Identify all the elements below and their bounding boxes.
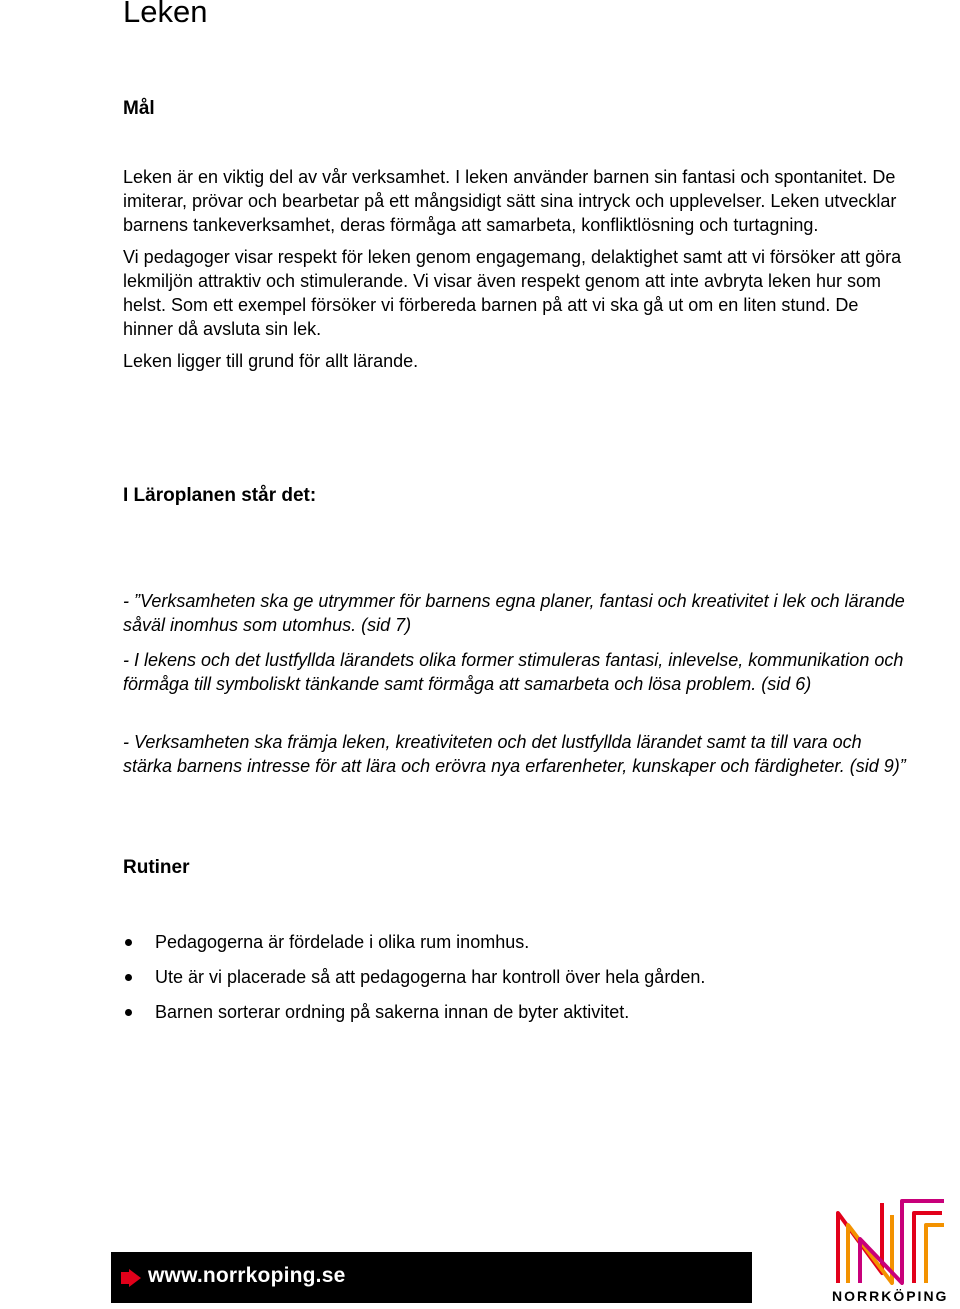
list-item-text: Pedagogerna är fördelade i olika rum inomhus. (155, 932, 530, 952)
list-item (123, 965, 913, 1000)
section-heading-rutiner: Rutiner (123, 857, 190, 878)
list-item-text: Ute är vi placerade så att pedagogerna har kontroll över hela gården. (155, 967, 706, 987)
footer-url-link[interactable]: www.norrkoping.se (148, 1264, 346, 1287)
section-heading-laroplan: I Läroplanen står det: (123, 485, 317, 506)
list-item (123, 930, 913, 965)
laroplan-quote-3: - Verksamheten ska främja leken, kreativiteten och det lustfyllda lärandet samt ta till vara och stärka barnens intresse för att lära och erövra nya erfarenheter, kunskaper och färdigheter. (sid 9)” (123, 732, 906, 776)
norrkoping-logo-icon (830, 1195, 950, 1285)
section-heading-mal: Mål (123, 98, 155, 119)
footer-bar (111, 1252, 752, 1303)
bullet-icon (125, 1009, 132, 1016)
list-item-text: Barnen sorterar ordning på sakerna innan de byter aktivitet. (155, 1002, 630, 1022)
mal-paragraph-1: Leken är en viktig del av vår verksamhet. I leken använder barnen sin fantasi och spontanitet. De imiterar, prövar och bearbetar på ett mångsidigt sätt sina intryck och upplevelser. Leken utvecklar barnens tankeverksamhet, deras förmåga att samarbeta, konfliktlösning och turtagning. (123, 167, 897, 235)
laroplan-quote-1: - ”Verksamheten ska ge utrymmer för barnens egna planer, fantasi och kreativitet i lek och lärande såväl inomhus som utomhus. (sid 7) (123, 591, 905, 635)
mal-paragraph-2: Vi pedagoger visar respekt för leken genom engagemang, delaktighet samt att vi försöker att göra lekmiljön attraktiv och stimulerande. Vi visar även respekt genom att inte avbryta leken hur som helst. Som ett exempel försöker vi förbereda barnen på att vi ska gå ut om en liten stund. De hinner då avsluta sin lek. (123, 247, 902, 339)
list-item (123, 1000, 913, 1035)
mal-body (123, 165, 913, 373)
arrow-right-icon (121, 1269, 141, 1287)
mal-paragraph-3: Leken ligger till grund för allt lärande. (123, 351, 419, 371)
bullet-icon (125, 939, 132, 946)
rutiner-list (123, 930, 913, 1035)
laroplan-quote-2: - I lekens och det lustfyllda lärandets olika former stimuleras fantasi, inlevelse, kommunikation och förmåga till symboliskt tänkande samt förmåga att samarbeta och lösa problem. (sid 6) (123, 650, 904, 694)
logo-wordmark: NORRKÖPING (832, 1288, 949, 1304)
bullet-icon (125, 974, 132, 981)
page-title: Leken (123, 0, 208, 29)
